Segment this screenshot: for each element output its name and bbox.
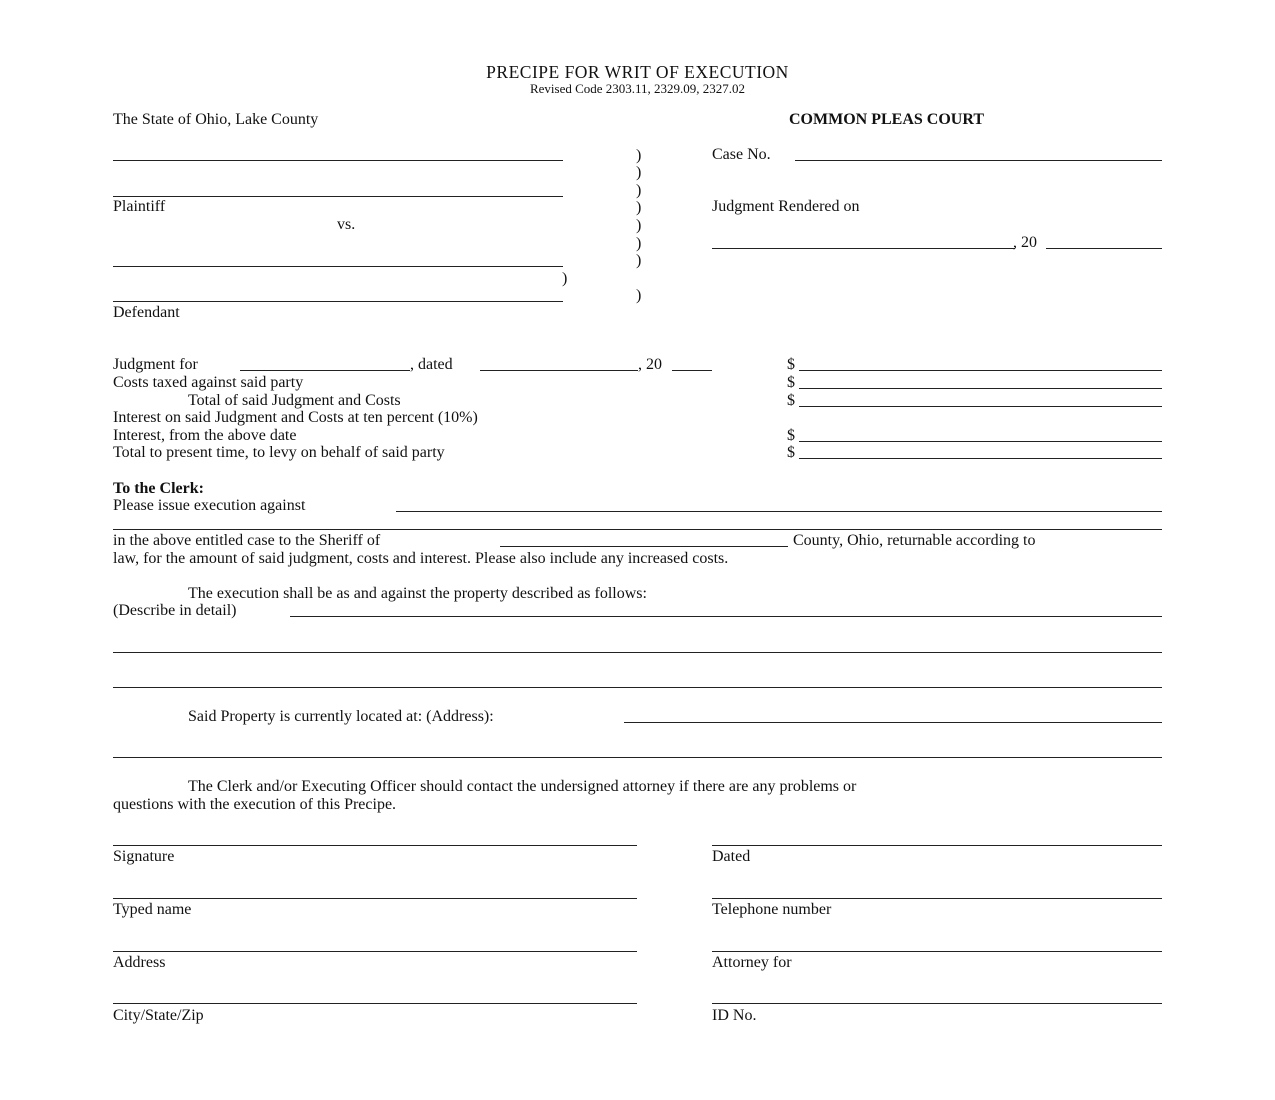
id-no-label: ID No. [712,1007,757,1024]
attorney-for-field[interactable] [712,951,1162,952]
revised-code: Revised Code 2303.11, 2329.09, 2327.02 [529,81,746,96]
judgment-for-label: Judgment for [113,356,198,373]
plaintiff-line-2[interactable] [113,196,563,197]
address-label: Address [113,954,166,971]
location-field-1[interactable] [624,722,1162,723]
sig-dated-label: Dated [712,848,751,865]
paren-defendant: ) [562,270,568,287]
describe-field-3[interactable] [113,687,1162,688]
dollar-sign-total-present: $ [787,444,795,461]
judgment-date-field[interactable] [712,248,1015,249]
sheriff-suffix: County, Ohio, returnable according to [793,532,1036,549]
vs-label: vs. [337,216,356,233]
paren-8: ) [636,287,642,304]
telephone-field[interactable] [712,898,1162,899]
execution-against-field-2[interactable] [113,529,1162,530]
judgment-year-field[interactable] [1046,248,1162,249]
paren-3: ) [636,182,642,199]
amount-costs-field[interactable] [799,388,1162,389]
clerk-heading: To the Clerk: [113,480,204,497]
case-no-label: Case No. [712,146,771,163]
city-state-zip-field[interactable] [113,1003,637,1004]
judgment-for-field[interactable] [240,370,410,371]
dollar-sign-costs: $ [787,374,795,391]
paren-1: ) [636,147,642,164]
form-title: PRECIPE FOR WRIT OF EXECUTION [486,62,789,82]
defendant-label: Defendant [113,304,180,321]
dated-label: , dated [410,356,453,373]
contact-line-2: questions with the execution of this Precipe. [113,796,397,813]
describe-field-2[interactable] [113,652,1162,653]
describe-field-1[interactable] [290,616,1162,617]
plaintiff-line-1[interactable] [113,160,563,161]
amount-judgment-field[interactable] [799,370,1162,371]
defendant-line-2[interactable] [113,301,563,302]
dollar-sign-total: $ [787,392,795,409]
judgment-year-amount-field[interactable] [672,370,712,371]
amount-text: law, for the amount of said judgment, costs and interest. Please also include any increased costs. [113,550,729,567]
paren-6: ) [636,235,642,252]
sheriff-prefix: in the above entitled case to the Sheriff of [113,532,381,549]
total-present-label: Total to present time, to levy on behalf of said party [113,444,445,461]
paren-5: ) [636,217,642,234]
judgment-dated-field[interactable] [480,370,638,371]
address-field[interactable] [113,951,637,952]
costs-label: Costs taxed against said party [113,374,304,391]
amount-interest-field[interactable] [799,441,1162,442]
id-no-field[interactable] [712,1003,1162,1004]
total-label: Total of said Judgment and Costs [188,392,401,409]
typed-name-field[interactable] [113,898,637,899]
property-intro: The execution shall be as and against the property described as follows: [188,585,647,602]
attorney-for-label: Attorney for [712,954,792,971]
city-state-zip-label: City/State/Zip [113,1007,204,1024]
location-field-2[interactable] [113,757,1162,758]
judgment-year-prefix: , 20 [1013,234,1037,251]
typed-name-label: Typed name [113,901,192,918]
execution-against-field[interactable] [396,511,1162,512]
sheriff-county-field[interactable] [500,546,788,547]
case-no-field[interactable] [795,160,1162,161]
plaintiff-label: Plaintiff [113,198,166,215]
paren-2: ) [636,164,642,181]
defendant-line-1[interactable] [113,266,563,267]
dollar-sign-judgment: $ [787,356,795,373]
describe-label: (Describe in detail) [113,602,237,619]
state-county: The State of Ohio, Lake County [113,111,319,128]
judgment-rendered-label: Judgment Rendered on [712,198,860,215]
issue-execution-label: Please issue execution against [113,497,306,514]
dollar-sign-interest: $ [787,427,795,444]
paren-7: ) [636,252,642,269]
signature-label: Signature [113,848,175,865]
court-name: COMMON PLEAS COURT [789,111,984,128]
judgment-year-label: , 20 [638,356,662,373]
interest-from-label: Interest, from the above date [113,427,297,444]
dated-field[interactable] [712,845,1162,846]
telephone-label: Telephone number [712,901,832,918]
location-label: Said Property is currently located at: (Address): [188,708,494,725]
signature-field[interactable] [113,845,637,846]
contact-line-1: The Clerk and/or Executing Officer should contact the undersigned attorney if there are any problems or [188,778,857,795]
interest-rate-label: Interest on said Judgment and Costs at ten percent (10%) [113,409,478,426]
amount-total-field[interactable] [799,406,1162,407]
amount-total-present-field[interactable] [799,458,1162,459]
paren-4: ) [636,199,642,216]
